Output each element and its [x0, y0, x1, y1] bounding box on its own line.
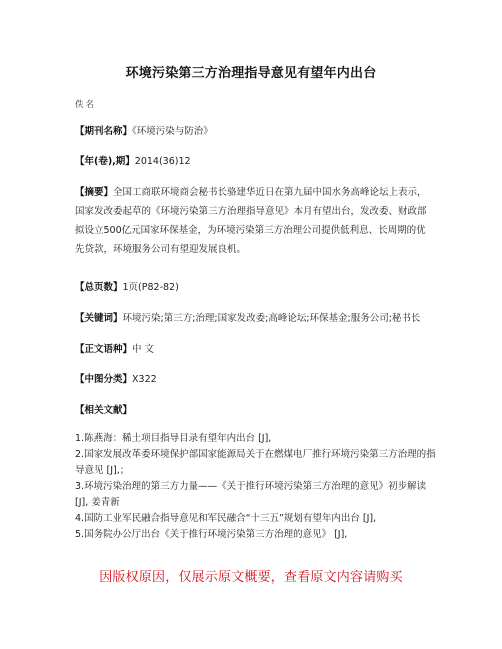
- related-item-2[interactable]: 2.国家发展改革委环境保护部国家能源局关于在燃煤电厂推行环境污染第三方治理的指导意见 [J],；: [75, 449, 436, 476]
- keywords-field: [75, 312, 420, 325]
- journal-value: 《环境污染与防治》: [132, 126, 213, 137]
- language-value: 中 文: [132, 344, 155, 355]
- keywords-label: 【关键词】: [75, 313, 123, 324]
- related-label: 【相关文献】: [75, 405, 133, 416]
- related-item-5[interactable]: 5.国务院办公厅出台《关于推行环境污染第三方治理的意见》 [J],: [75, 529, 348, 540]
- language-label: 【正文语种】: [75, 344, 133, 355]
- classification-field: [75, 373, 157, 386]
- related-item-1[interactable]: 1.陈燕海：稀土项目指导目录有望年内出台 [J],: [75, 433, 272, 444]
- classification-label: 【中图分类】: [75, 374, 133, 385]
- journal-field: [75, 125, 213, 138]
- issue-label: 【年(卷),期】: [75, 156, 135, 167]
- journal-label: 【期刊名称】: [75, 126, 133, 137]
- issue-value: 2014(36)12: [134, 156, 191, 167]
- pages-field: [75, 281, 179, 294]
- pages-label: 【总页数】: [75, 282, 123, 293]
- keywords-value: 环境污染;第三方;治理;国家发改委;高峰论坛;环保基金;服务公司;秘书长: [122, 313, 421, 324]
- pages-value: 1页(P82-82): [122, 282, 179, 293]
- classification-value: X322: [132, 374, 157, 385]
- author: 佚名: [75, 100, 97, 110]
- copyright-notice: 因版权原因，仅展示原文概要，查看原文内容请购买: [99, 570, 403, 585]
- related-item-4[interactable]: 4.国防工业军民融合指导意见和军民融合“十三五”规划有望年内出台 [J],: [75, 513, 377, 524]
- related-list: [75, 431, 437, 543]
- language-field: [75, 343, 154, 356]
- related-item-3[interactable]: 3.环境污染治理的第三方力量——《关于推行环境污染第三方治理的意见》初步解读 [J], 姜青新: [75, 481, 427, 508]
- abstract-label: 【摘要】: [75, 187, 114, 198]
- related-heading: [75, 404, 132, 417]
- abstract-value: 全国工商联环境商会秘书长骆建华近日在第九届中国水务高峰论坛上表示，国家发改委起草的《环境污染第三方治理指导意见》本月有望出台，发改委、财政部拟设立500亿元国家环保基金，为环境污染第三方治理公司提供低利息、长周期的优先贷款，环境服务公司有望迎发展良机。: [75, 187, 427, 255]
- document-title: 环境污染第三方治理指导意见有望年内出台: [125, 66, 377, 81]
- issue-field: [75, 155, 191, 168]
- abstract-field: [75, 183, 435, 259]
